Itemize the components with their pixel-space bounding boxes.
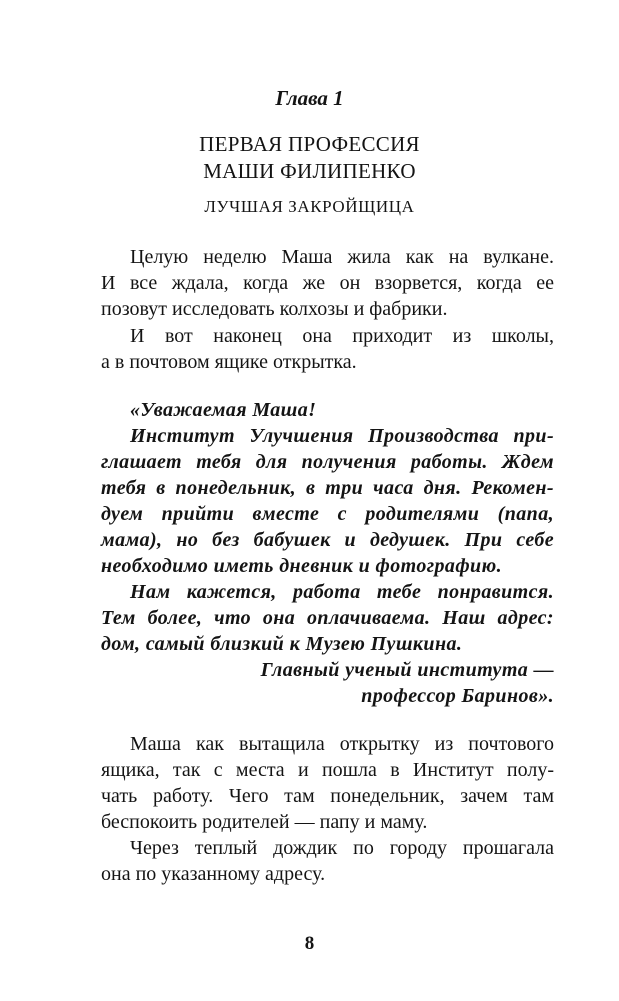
text-line: И вот наконец она приходит из школы, <box>130 325 554 347</box>
text-line: Через теплый дождик по городу прошагала <box>130 837 554 859</box>
text-line: тебя в понедельник, в три часа дня. Рекомен- <box>101 477 554 499</box>
text-line: глашает тебя для получения работы. Ждем <box>101 451 554 473</box>
chapter-title-line: ПЕРВАЯ ПРОФЕССИЯ <box>199 132 420 156</box>
text-line: Институт Улучшения Производства при- <box>130 425 554 447</box>
chapter-heading: Глава 1 <box>275 86 344 110</box>
section-subtitle: ЛУЧШАЯ ЗАКРОЙЩИЦА <box>204 197 415 216</box>
chapter-title-line: МАШИ ФИЛИПЕНКО <box>203 159 416 183</box>
text-line: дуем прийти вместе с родителями (папа, <box>101 503 554 525</box>
text-line: беспокоить родителей — папу и маму. <box>101 811 428 833</box>
text-line: «Уважаемая Маша! <box>130 399 317 421</box>
text-line: мама), но без бабушек и дедушек. При себе <box>101 529 554 551</box>
text-line: Тем более, что она оплачиваема. Наш адрес: <box>101 607 554 629</box>
text-line: она по указанному адресу. <box>101 863 326 885</box>
text-line: Главный ученый института — <box>260 659 554 681</box>
text-line: Целую неделю Маша жила как на вулкане. <box>130 246 554 268</box>
text-line: Маша как вытащила открытку из почтового <box>130 733 554 755</box>
text-line: И все ждала, когда же он взорвется, когда ее <box>101 272 554 294</box>
text-line: Нам кажется, работа тебе понравится. <box>130 581 554 603</box>
text-line: чать работу. Чего там понедельник, зачем там <box>101 785 554 807</box>
text-line: ящика, так с места и пошла в Институт полу- <box>101 759 554 781</box>
text-line: позовут исследовать колхозы и фабрики. <box>101 298 448 320</box>
page-number: 8 <box>304 933 315 954</box>
text-line: а в почтовом ящике открытка. <box>101 351 357 373</box>
text-line: необходимо иметь дневник и фотографию. <box>101 555 502 577</box>
text-line: дом, самый близкий к Музею Пушкина. <box>101 633 463 655</box>
text-line: профессор Баринов». <box>361 685 554 707</box>
